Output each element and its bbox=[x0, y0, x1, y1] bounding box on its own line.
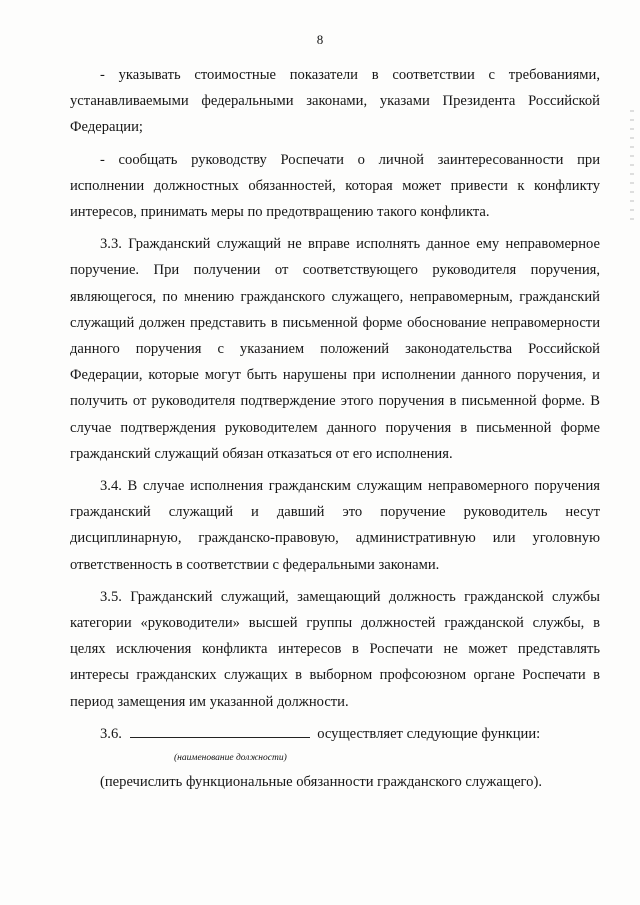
page-number: 8 bbox=[316, 32, 324, 47]
paragraph-3-6 bbox=[70, 721, 600, 747]
paragraph-3-4: 3.4. В случае исполнения гражданским служащим неправомерного поручения гражданский служащий и давший это поручение руководитель несут дисциплинарную, гражданско-правовую, административную или уголовную ответственность в соответствии с федеральными законами. bbox=[70, 478, 600, 573]
paragraph-3-3: 3.3. Гражданский служащий не вправе исполнять данное ему неправомерное поручение. При получении от соответствующего руководителя поручения, являющегося, по мнению гражданского служащего, неправомерным, гражданский служащий должен представить в письменной форме обоснование неправомерности данного поручения с указанием положений законодательства Российской Федерации, которые могут быть нарушены при исполнении данного поручения, и получить от руководителя подтверждение этого поручения в письменной форме. В случае подтверждения руководителем данного поручения в письменной форме гражданский служащий обязан отказаться от его исполнения. bbox=[70, 236, 600, 462]
paragraph-bullet-cost: - указывать стоимостные показатели в соответствии с требованиями, устанавливаемыми федеральными законами, указами Президента Российской Федерации; bbox=[70, 67, 600, 136]
position-name-caption: (наименование должности) bbox=[174, 753, 287, 764]
scan-edge-marks bbox=[630, 110, 634, 220]
functions-placeholder: (перечислить функциональные обязанности гражданского служащего). bbox=[100, 774, 542, 791]
paragraph-bullet-interest: - сообщать руководству Роспечати о личной заинтересованности при исполнении должностных обязанностей, которая может привести к конфликту интересов, принимать меры по предотвращению такого конфликта. bbox=[70, 151, 600, 221]
document-body bbox=[70, 62, 600, 795]
clause-number: 3.6. bbox=[100, 725, 122, 742]
paragraph-3-5: 3.5. Гражданский служащий, замещающий должность гражданской службы категории «руководители» высшей группы должностей гражданской службы, в целях исключения конфликта интересов в Роспечати не может представлять интересы гражданских служащих в выборном профсоюзном органе Роспечати в период замещения им указанной должности. bbox=[70, 588, 600, 710]
functions-intro: осуществляет следующие функции: bbox=[317, 725, 541, 742]
position-name-blank bbox=[130, 723, 310, 738]
